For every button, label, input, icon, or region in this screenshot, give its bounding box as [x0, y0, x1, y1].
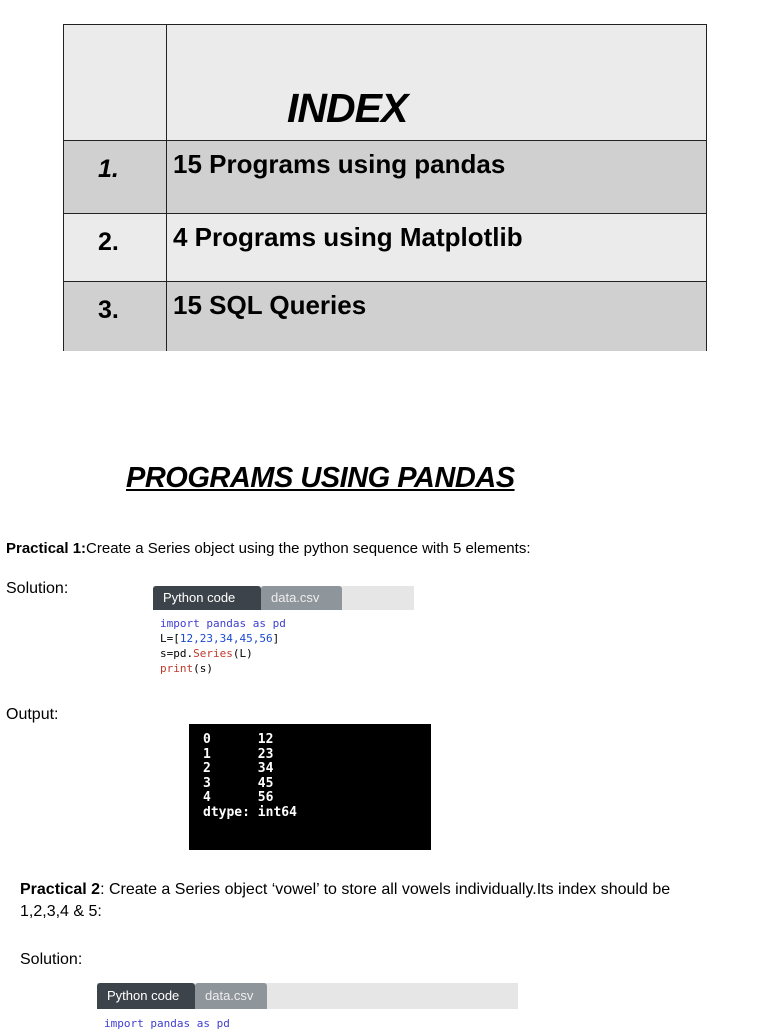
index-row: [64, 282, 706, 351]
code-line: print(s): [160, 662, 213, 675]
code-tabs: [153, 586, 414, 610]
index-row-number: 2.: [98, 228, 119, 256]
solution-label-2: Solution:: [20, 951, 83, 968]
output-terminal: [189, 724, 431, 850]
tab-python-code[interactable]: Python code: [153, 586, 261, 610]
output-line: 4 56: [203, 790, 274, 805]
output-label: Output:: [6, 706, 59, 723]
practical-2-label: Practical 2: [20, 881, 101, 898]
output-line: 1 23: [203, 746, 274, 762]
index-header-row: [64, 25, 706, 141]
practical-2-statement: [20, 879, 720, 923]
output-line: 0 12: [203, 732, 274, 747]
code-block: [160, 616, 414, 676]
solution-label: Solution:: [6, 580, 69, 597]
index-row: [64, 214, 706, 282]
index-header-num-cell: [64, 25, 167, 140]
tab-python-code[interactable]: Python code: [97, 983, 195, 1009]
output-line: 3 45: [203, 775, 274, 791]
code-line: L=[12,23,34,45,56]: [160, 632, 280, 645]
practical-1-label: Practical 1:: [6, 540, 87, 557]
code-widget: [153, 586, 414, 676]
index-row-text: 15 SQL Queries: [173, 290, 367, 320]
section-heading: PROGRAMS USING PANDAS: [126, 462, 515, 494]
tab-data-csv[interactable]: data.csv: [261, 586, 342, 610]
code-tabs-2: [97, 983, 518, 1009]
index-title: INDEX: [287, 85, 408, 131]
practical-2-text: : Create a Series object ‘vowel’ to store all vowels individually.Its index should be 1,2,3,4 & 5:: [20, 881, 671, 920]
index-table: [63, 24, 707, 351]
index-row-text: 15 Programs using pandas: [173, 149, 506, 179]
code-line: s=pd.Series(L): [160, 647, 253, 660]
index-row-text: 4 Programs using Matplotlib: [173, 222, 523, 252]
index-row: [64, 141, 706, 214]
output-line: 2 34: [203, 761, 274, 776]
practical-1-statement: [6, 540, 530, 557]
practical-1-text: Create a Series object using the python sequence with 5 elements:: [86, 540, 531, 557]
code-line: import pandas as pd: [160, 617, 286, 630]
code-line-partial: import pandas as pd: [104, 1017, 230, 1030]
output-line: dtype: int64: [203, 804, 297, 820]
tab-data-csv[interactable]: data.csv: [195, 983, 267, 1009]
index-row-number: 3.: [98, 296, 119, 324]
index-header-title-cell: [167, 25, 706, 140]
index-row-number: 1.: [98, 155, 119, 183]
